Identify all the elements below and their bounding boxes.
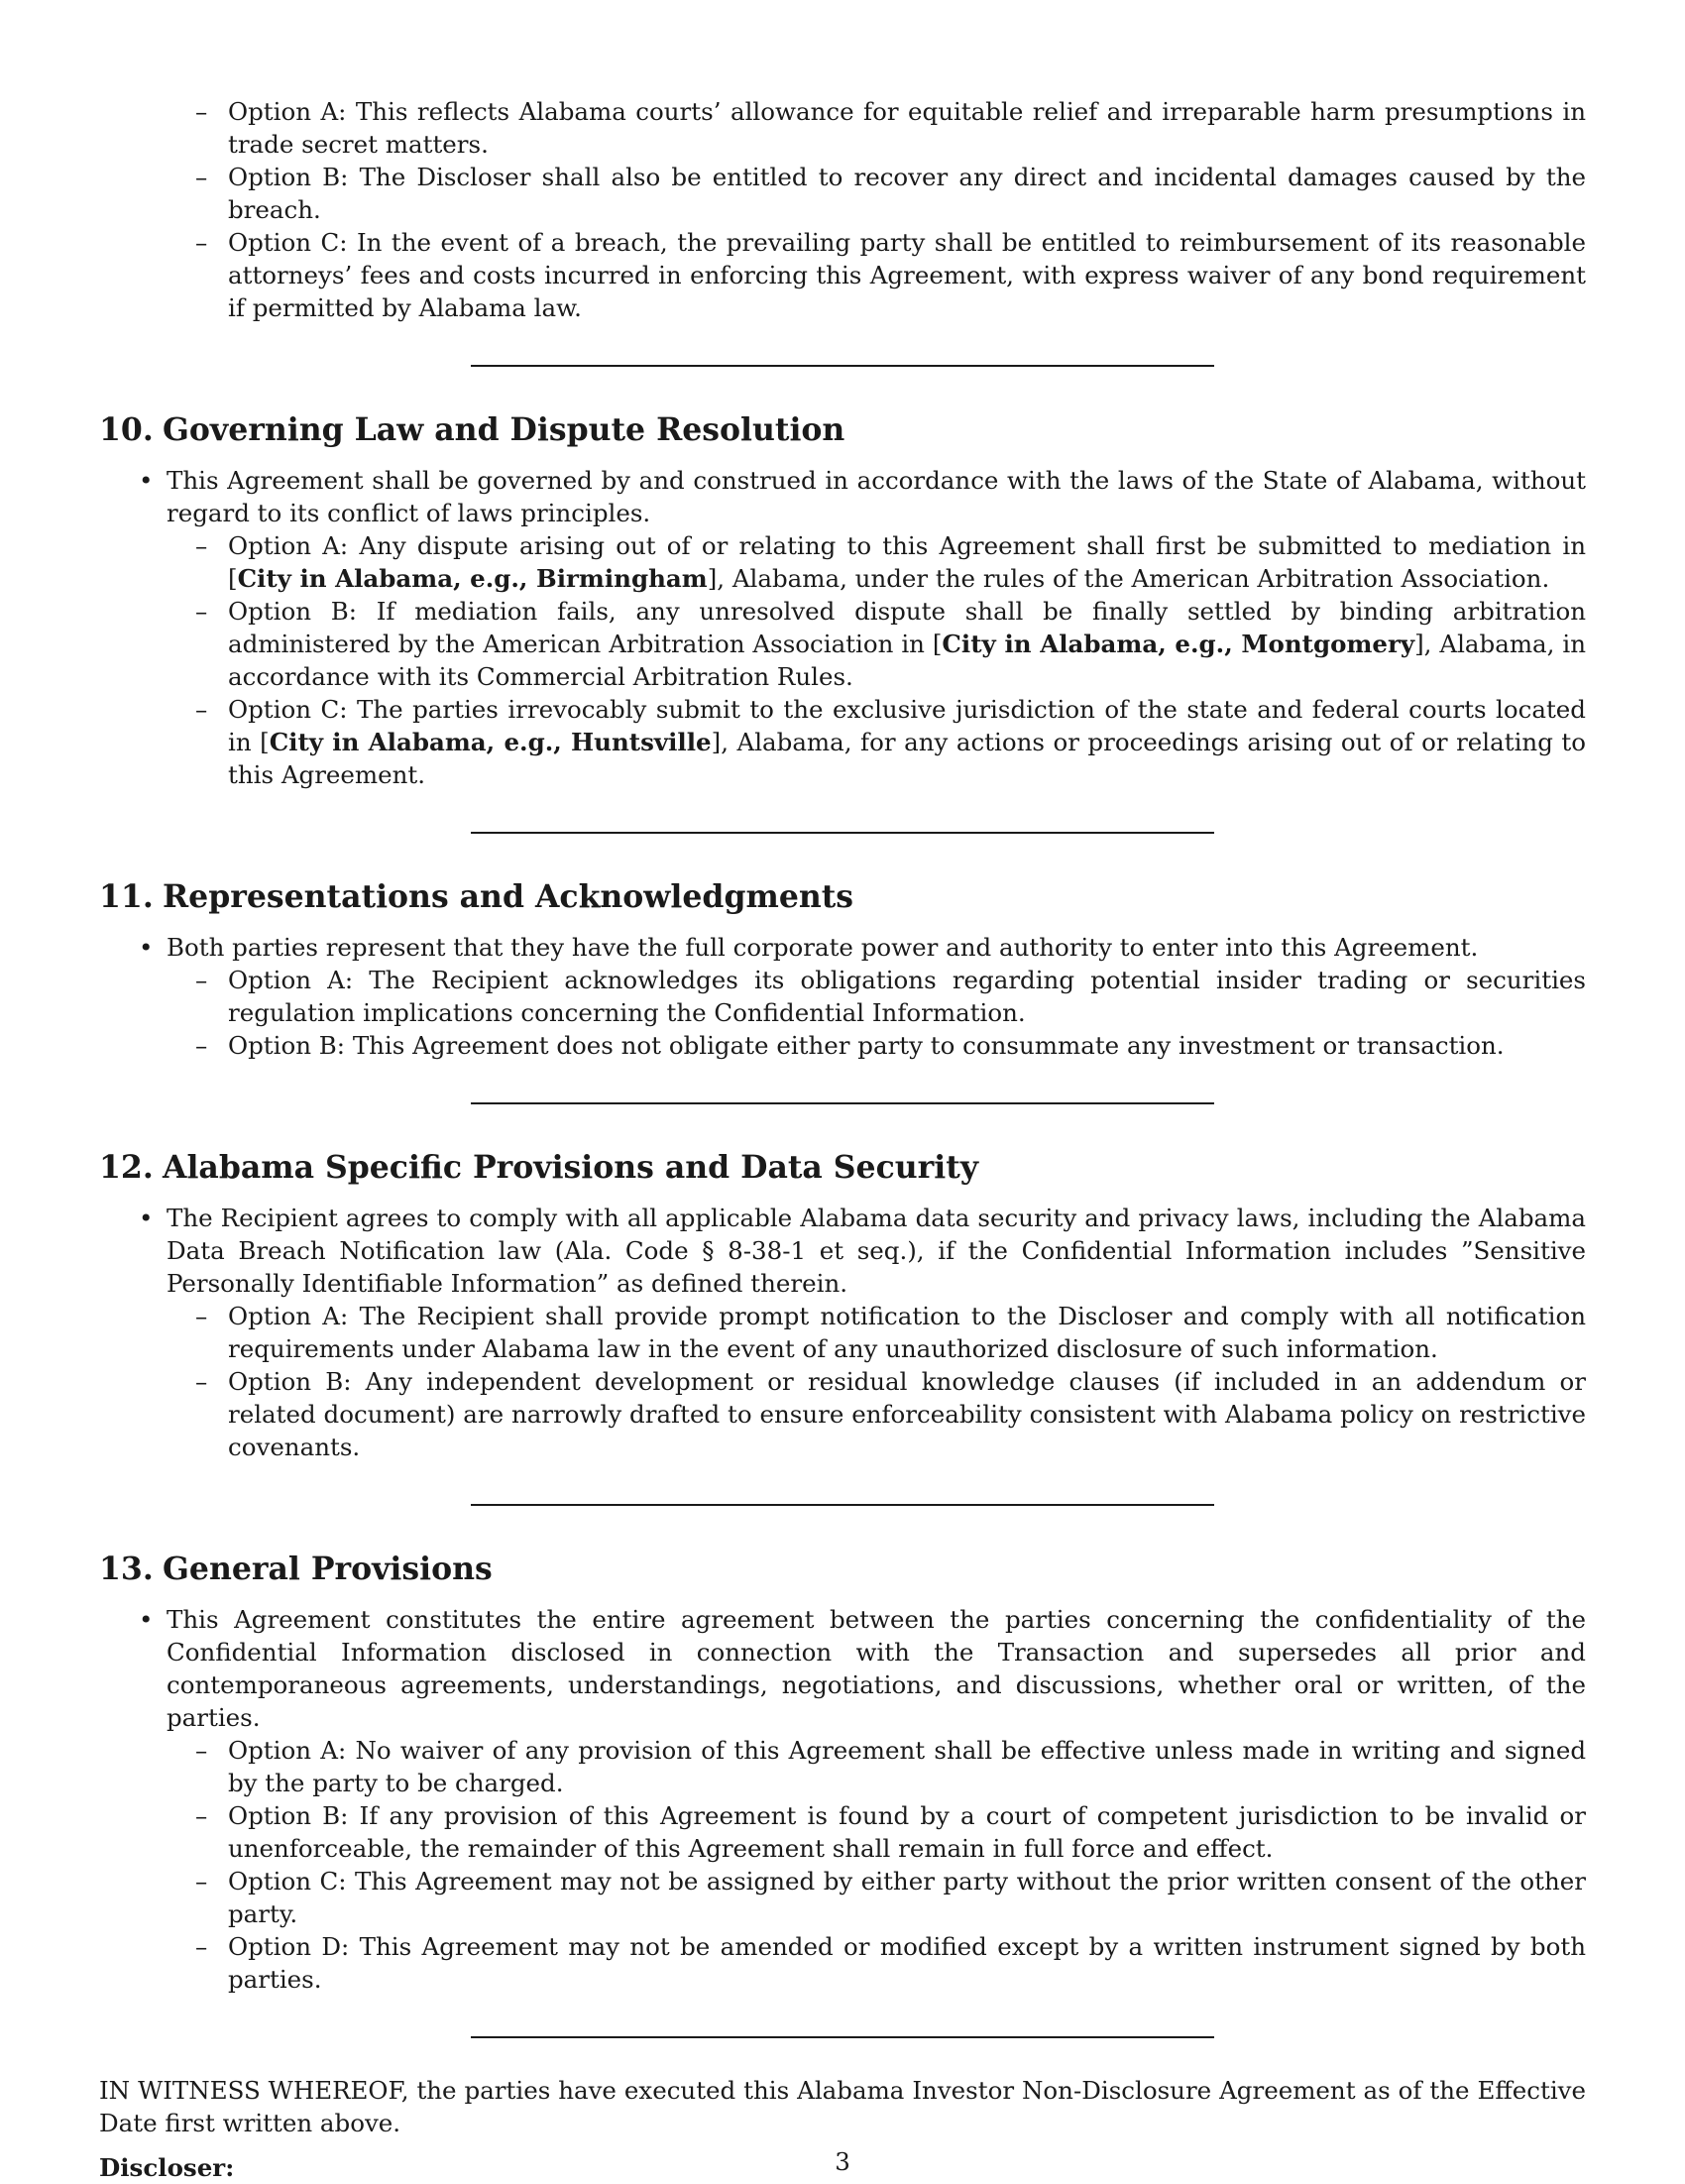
section-heading-12 xyxy=(99,1148,1586,1188)
section-number: 13. xyxy=(99,1551,154,1587)
section-heading-10 xyxy=(99,410,1586,450)
section-9-options xyxy=(99,95,1586,324)
page-number: 3 xyxy=(835,2147,850,2176)
section-10-options xyxy=(99,529,1586,791)
bullet-item xyxy=(99,1202,1586,1300)
section-divider xyxy=(471,1102,1214,1104)
section-divider xyxy=(471,365,1214,367)
section-number: 11. xyxy=(99,878,154,915)
discloser-label: Discloser: xyxy=(99,2153,235,2182)
section-title: Alabama Specific Provisions and Data Security xyxy=(163,1149,979,1186)
option-item: – Option B: The Discloser shall also be entitled to recover any direct and incidental damages caused by the breach. xyxy=(99,161,1586,226)
placeholder-city: City in Alabama, e.g., Birmingham xyxy=(237,564,708,593)
option-item: – Option A: Any dispute arising out of or relating to this Agreement shall first be submitted to mediation in [City in Alabama, e.g., Birmingham], Alabama, under the rules of the American Arbitration Association. xyxy=(99,529,1586,595)
section-divider xyxy=(471,1504,1214,1506)
bullet-text: • The Recipient agrees to comply with all applicable Alabama data security and privacy laws, including the Alabama Data Breach Notification law (Ala. Code § 8-38-1 et seq.), if the Confidential Information includes ”Sensitive Personally Identifiable Information” as defined therein. xyxy=(167,1204,1586,1298)
section-12-options xyxy=(99,1300,1586,1463)
section-number: 10. xyxy=(99,411,154,448)
option-item: – Option B: If mediation fails, any unresolved dispute shall be finally settled by binding arbitration administered by the American Arbitration Association in [City in Alabama, e.g., Montgomery], Alabama, in accordance with its Commercial Arbitration Rules. xyxy=(99,595,1586,693)
bullet-item xyxy=(99,1603,1586,1734)
bullet-item xyxy=(99,931,1586,964)
section-title: General Provisions xyxy=(163,1551,493,1587)
section-13-options xyxy=(99,1734,1586,1996)
option-item: – Option C: In the event of a breach, the prevailing party shall be entitled to reimbursement of its reasonable attorneys’ fees and costs incurred in enforcing this Agreement, with express waiver of any bond requirement if permitted by Alabama law. xyxy=(99,226,1586,324)
bullet-text: • Both parties represent that they have the full corporate power and authority to enter into this Agreement. xyxy=(167,933,1479,962)
section-number: 12. xyxy=(99,1149,154,1186)
section-heading-13 xyxy=(99,1550,1586,1589)
bullet-text: • This Agreement constitutes the entire agreement between the parties concerning the confidentiality of the Confidential Information disclosed in connection with the Transaction and supersedes all prior and contemporaneous agreements, understandings, negotiations, and discussions, whether oral or written, of the parties. xyxy=(167,1605,1586,1732)
option-item: – Option A: No waiver of any provision of this Agreement shall be effective unless made in writing and signed by the party to be charged. xyxy=(99,1734,1586,1799)
witness-paragraph: IN WITNESS WHEREOF, the parties have executed this Alabama Investor Non-Disclosure Agreement as of the Effective Date first written above. xyxy=(99,2076,1586,2137)
option-item: – Option C: This Agreement may not be assigned by either party without the prior written consent of the other party. xyxy=(99,1865,1586,1930)
option-item: – Option A: The Recipient acknowledges its obligations regarding potential insider trading or securities regulation implications concerning the Confidential Information. xyxy=(99,964,1586,1029)
option-item: – Option A: The Recipient shall provide prompt notification to the Discloser and comply with all notification requirements under Alabama law in the event of any unauthorized disclosure of such information. xyxy=(99,1300,1586,1365)
document-page xyxy=(99,95,1586,2184)
option-item: – Option B: This Agreement does not obligate either party to consummate any investment or transaction. xyxy=(99,1029,1586,1062)
placeholder-city: City in Alabama, e.g., Huntsville xyxy=(269,728,712,756)
section-title: Representations and Acknowledgments xyxy=(163,878,854,915)
section-11-options xyxy=(99,964,1586,1062)
section-title: Governing Law and Dispute Resolution xyxy=(163,411,845,448)
section-13-list xyxy=(99,1603,1586,1734)
placeholder-city: City in Alabama, e.g., Montgomery xyxy=(942,630,1415,658)
bullet-item xyxy=(99,464,1586,529)
option-item: – Option B: Any independent development or residual knowledge clauses (if included in an addendum or related document) are narrowly drafted to ensure enforceability consistent with Alabama policy on restrictive covenants. xyxy=(99,1365,1586,1463)
section-heading-11 xyxy=(99,877,1586,917)
section-12-list xyxy=(99,1202,1586,1300)
section-divider xyxy=(471,2036,1214,2038)
bullet-text: • This Agreement shall be governed by and construed in accordance with the laws of the State of Alabama, without regard to its conflict of laws principles. xyxy=(167,466,1586,527)
option-item: – Option D: This Agreement may not be amended or modified except by a written instrument signed by both parties. xyxy=(99,1930,1586,1996)
option-item: – Option B: If any provision of this Agreement is found by a court of competent jurisdiction to be invalid or unenforceable, the remainder of this Agreement shall remain in full force and effect. xyxy=(99,1799,1586,1865)
section-10-list xyxy=(99,464,1586,529)
section-11-list xyxy=(99,931,1586,964)
option-item: – Option A: This reflects Alabama courts’ allowance for equitable relief and irreparable harm presumptions in trade secret matters. xyxy=(99,95,1586,161)
option-item: – Option C: The parties irrevocably submit to the exclusive jurisdiction of the state and federal courts located in [City in Alabama, e.g., Huntsville], Alabama, for any actions or proceedings arising out of or relating to this Agreement. xyxy=(99,693,1586,791)
section-divider xyxy=(471,832,1214,834)
